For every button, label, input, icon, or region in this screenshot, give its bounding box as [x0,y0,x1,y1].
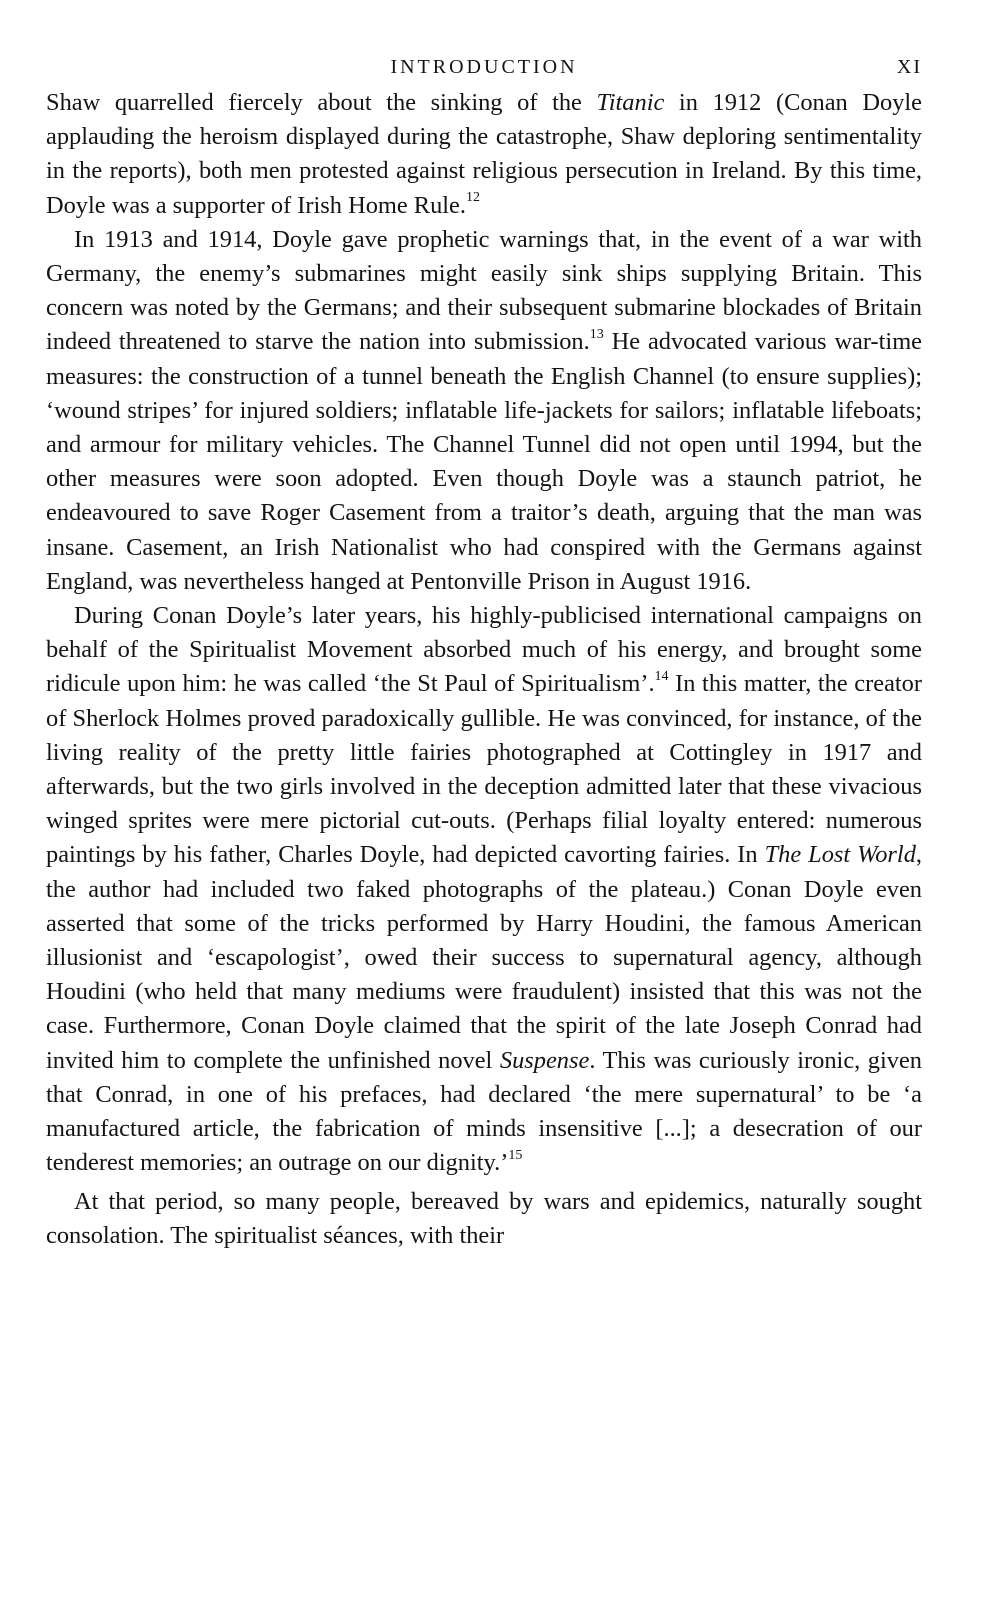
italic-title: Suspense [499,1046,590,1074]
running-head: INTRODUCTION [390,56,578,78]
text-run: At that period, so many people, bereaved by wars and epidemics, naturally sought consolation. The spiritualist séances, with their [46,1187,922,1249]
text-run: in 1912 (Conan Doyle applauding the heroism displayed during the catastrophe, Shaw deploring sentimentality in the reports), both men protested against religious persecution in Ireland. By this time, Doyle was a supporter of Irish Home Rule. [46,89,922,219]
page-header [46,52,922,86]
paragraph-2 [46,223,922,599]
text-run: Shaw quarrelled fiercely about the sinking of the [46,89,597,116]
footnote-ref: 14 [654,669,669,685]
paragraph-1 [46,86,922,223]
book-page [46,52,922,1253]
text-run: He advocated various war-time measures: the construction of a tunnel beneath the English Channel (to ensure supplies); ‘wound stripes’ for injured soldiers; inflatable life-jackets for sailors; inflatable lifeboats; and armour for military vehicles. The Channel Tunnel did not open until 1994, but the other measures were soon adopted. Even though Doyle was a staunch patriot, he endeavoured to save Roger Casement from a traitor’s death, arguing that the man was insane. Casement, an Irish Nationalist who had conspired with the Germans against England, was nevertheless hanged at Pentonville Prison in August 1916. [46,328,922,595]
text-run: In this matter, the creator of Sherlock Holmes proved paradoxically gullible. He was convinced, for instance, of the living reality of the pretty little fairies photographed at Cottingley in 1917 and afterwards, but the two girls involved in the deception admitted later that these vivacious winged sprites were mere pictorial cut-outs. (Perhaps filial loyalty entered: numerous paintings by his father, Charles Doyle, had depicted cavorting fairies. In [46,670,922,869]
text-run: , the author had included two faked photographs of the plateau.) Conan Doyle even asserted that some of the tricks performed by Harry Houdini, the famous American illusionist and ‘escapologist’, owed their success to supernatural agency, although Houdini (who held that many mediums were fraudulent) insisted that this was not the case. Furthermore, Conan Doyle claimed that the spirit of the late Joseph Conrad had invited him to complete the unfinished novel [46,841,923,1074]
footnote-ref: 15 [508,1148,523,1164]
text-run: During Conan Doyle’s later years, his highly-publicised international campaigns on behalf of the Spiritualist Movement absorbed much of his energy, and brought some ridicule upon him: he was called ‘the St Paul of Spiritualism’. [46,602,922,698]
italic-title: Titanic [596,89,665,116]
body-text [46,86,922,1253]
text-run: . This was curiously ironic, given that Conrad, in one of his prefaces, had declared ‘the mere supernatural’ to be ‘a manufactured article, the fabrication of minds insensitive [...]; a desecration of our tenderest memories; an outrage on our dignity.’ [46,1046,922,1177]
italic-title: The Lost World [764,841,916,869]
footnote-ref: 13 [589,327,604,343]
paragraph-4 [46,1185,922,1253]
page-number: XI [896,56,922,78]
paragraph-3 [46,599,922,1180]
text-run: In 1913 and 1914, Doyle gave prophetic warnings that, in the event of a war with Germany, the enemy’s submarines might easily sink ships supplying Britain. This concern was noted by the Germans; and their subsequent submarine blockades of Britain indeed threatened to starve the nation into submission. [46,225,922,356]
footnote-ref: 12 [465,190,480,206]
